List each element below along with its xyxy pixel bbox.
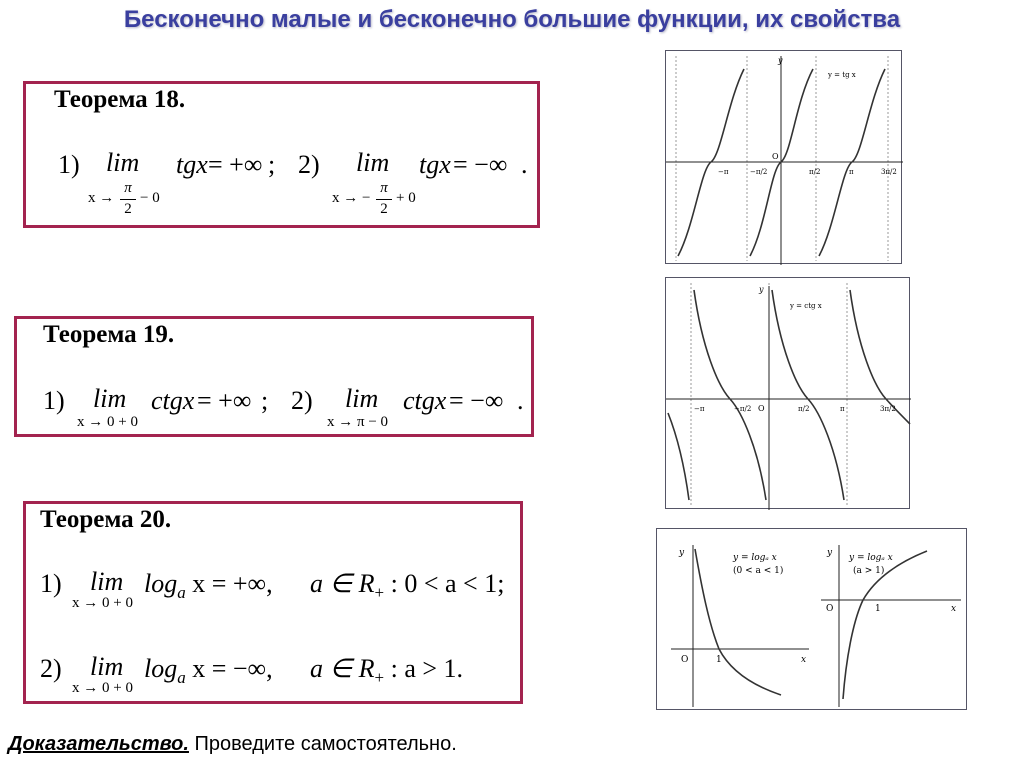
- proof-label: Доказательство.: [8, 733, 189, 755]
- tangent-origin: O: [772, 152, 779, 161]
- theorem-20-item2-sub: x → 0 + 0: [72, 680, 133, 696]
- theorem-19-end: .: [517, 386, 524, 415]
- theorem-18-item2-sub-num: π: [380, 180, 388, 196]
- cotangent-tick: 3π/2: [880, 405, 896, 413]
- theorem-19-item1-rhs: = +∞: [197, 386, 252, 415]
- graph-cotangent-svg: [666, 278, 911, 510]
- theorem-18-separator: ;: [268, 150, 276, 179]
- theorem-18-item2-sub-den: 2: [380, 201, 388, 217]
- log-right-origin: O: [826, 604, 834, 614]
- theorem-20-item2-lim: lim: [90, 652, 124, 681]
- theorem-18-end: .: [521, 150, 528, 179]
- log-left-one: 1: [716, 655, 722, 665]
- theorem-18-item1-lim: lim: [106, 148, 140, 177]
- theorem-18-item1-sub-num: π: [124, 180, 132, 196]
- theorem-20-item1-log: [144, 569, 273, 603]
- cotangent-branch: [694, 290, 766, 500]
- log-left-origin: O: [681, 655, 689, 665]
- graph-tangent: [665, 50, 902, 264]
- theorem-20-item1-log-rest: x = +∞,: [185, 569, 273, 598]
- cotangent-tick: −π: [694, 405, 705, 413]
- cotangent-branch: [772, 290, 844, 500]
- theorem-20-item2-log-base: a: [177, 668, 186, 688]
- cotangent-branch: [850, 290, 910, 424]
- theorem-20-item2-log: [144, 654, 273, 688]
- theorem-20-box: [23, 501, 523, 704]
- theorem-19-item2-number: 2): [291, 386, 313, 415]
- theorem-20-item1-sub: x → 0 + 0: [72, 595, 133, 611]
- theorem-20-item2-log-rest: x = −∞,: [185, 654, 273, 683]
- log-right-legend: y = logₐ x: [849, 553, 893, 563]
- theorem-19-item1-func: ctgx: [151, 386, 195, 415]
- tangent-tick: −π: [718, 168, 729, 176]
- theorem-19-item2-sub: x → π − 0: [327, 414, 389, 430]
- theorem-20-item1-cond-set: a ∈ R: [310, 569, 375, 598]
- tangent-tick: −π/2: [750, 168, 768, 176]
- theorem-19-item1-lim: lim: [93, 384, 127, 413]
- graph-tangent-svg: [666, 51, 903, 265]
- slide-title: Бесконечно малые и бесконечно большие функции, их свойства: [123, 6, 901, 33]
- log-left-legend: y = logₐ x: [733, 553, 777, 563]
- cotangent-branch: [668, 413, 689, 500]
- theorem-18-item2-func: tgx: [419, 150, 451, 179]
- theorem-18-item1-sub-right: − 0: [140, 190, 160, 206]
- theorem-20-item1-condition: [310, 569, 504, 603]
- proof-text: Проведите самостоятельно.: [188, 733, 457, 755]
- theorem-20-item1-number: 1): [40, 569, 62, 598]
- theorem-18-item2-lim: lim: [356, 148, 390, 177]
- theorem-18-title: Теорема 18.: [54, 86, 186, 113]
- tangent-tick: π/2: [809, 168, 821, 176]
- graph-logarithm-svg: [657, 529, 968, 711]
- theorem-18-item1-sub-den: 2: [124, 201, 132, 217]
- theorem-18-item1-frac-bar: [120, 199, 136, 200]
- theorem-19-item2-lim: lim: [345, 384, 379, 413]
- log-right-one: 1: [875, 604, 881, 614]
- theorem-19-title: Теорема 19.: [43, 321, 175, 348]
- proof-line: [8, 733, 457, 756]
- tangent-tick: π: [849, 168, 854, 176]
- cotangent-tick: π: [840, 405, 845, 413]
- theorem-20-item1-cond-plus: +: [374, 583, 385, 603]
- theorem-18-item1-sub-left: x →: [88, 190, 115, 206]
- theorem-18-box: [23, 81, 540, 228]
- cotangent-tick: π/2: [798, 405, 810, 413]
- log-left-condition: (0 < a < 1): [733, 566, 784, 576]
- cotangent-tick: −π/2: [734, 405, 752, 413]
- tangent-tick: 3π/2: [881, 168, 897, 176]
- theorem-20-item1-cond-rest: : 0 < a < 1;: [384, 569, 505, 598]
- theorem-20-item2-cond-plus: +: [374, 668, 385, 688]
- graph-logarithm: [656, 528, 967, 710]
- theorem-18-item2-number: 2): [298, 150, 320, 179]
- graph-cotangent: [665, 277, 910, 509]
- log-right-y-label: y: [827, 548, 833, 558]
- theorem-20-item2-condition: [310, 654, 463, 688]
- theorem-18-item2-sub-left: x → −: [332, 190, 371, 206]
- theorem-19-separator: ;: [261, 386, 269, 415]
- cotangent-y-label: y: [759, 285, 764, 294]
- theorem-20-item2-number: 2): [40, 654, 62, 683]
- log-right-condition: (a > 1): [853, 566, 885, 576]
- log-left-y-label: y: [679, 548, 685, 558]
- theorem-20-title: Теорема 20.: [40, 506, 172, 533]
- theorem-18-item1-rhs: = +∞: [208, 150, 263, 179]
- theorem-18-item2-sub-right: + 0: [396, 190, 416, 206]
- theorem-20-item1-log-word: log: [144, 569, 178, 598]
- theorem-20-item1-log-base: a: [177, 583, 186, 603]
- theorem-19-item2-func: ctgx: [403, 386, 447, 415]
- theorem-18-item1-number: 1): [58, 150, 80, 179]
- theorem-18-item2-frac-bar: [376, 199, 392, 200]
- log-right-x-label: x: [951, 604, 957, 614]
- log-left-x-label: x: [801, 655, 807, 665]
- tangent-legend: y = tg x: [828, 71, 856, 79]
- theorem-19-item1-sub: x → 0 + 0: [77, 414, 138, 430]
- theorem-19-item2-rhs: = −∞: [449, 386, 504, 415]
- theorem-19-item1-number: 1): [43, 386, 65, 415]
- cotangent-legend: y = ctg x: [790, 302, 822, 310]
- theorem-18-item1-func: tgx: [176, 150, 208, 179]
- theorem-20-item2-log-word: log: [144, 654, 178, 683]
- theorem-20-item1-lim: lim: [90, 567, 124, 596]
- theorem-20-item2-cond-rest: : a > 1.: [384, 654, 464, 683]
- tangent-y-label: y: [778, 56, 783, 65]
- cotangent-origin: O: [758, 404, 765, 413]
- theorem-18-item2-rhs: = −∞: [453, 150, 508, 179]
- theorem-20-item2-cond-set: a ∈ R: [310, 654, 375, 683]
- theorem-19-box: [14, 316, 534, 437]
